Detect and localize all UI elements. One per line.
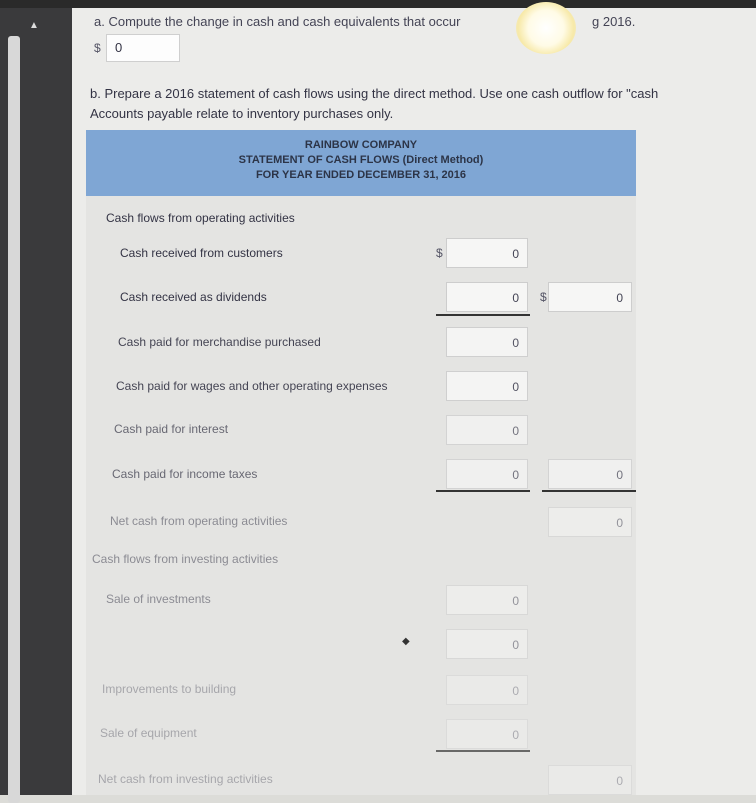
row-label: Cash received as dividends: [120, 290, 267, 304]
underline: [542, 490, 636, 492]
sale-of-equipment-input[interactable]: 0: [446, 719, 528, 749]
sale-of-investments-input[interactable]: 0: [446, 585, 528, 615]
screen-glare: [516, 2, 576, 54]
underline: [436, 750, 530, 752]
scroll-up-arrow-icon[interactable]: ▲: [29, 20, 39, 31]
total-cash-received-input[interactable]: 0: [548, 282, 632, 312]
scrollbar-thumb[interactable]: [8, 36, 20, 803]
question-page: [72, 8, 756, 795]
cash-paid-income-taxes-input[interactable]: 0: [446, 459, 528, 489]
statement-period: FOR YEAR ENDED DECEMBER 31, 2016: [255, 169, 467, 181]
row-label: Cash paid for merchandise purchased: [118, 335, 321, 349]
net-operating-label: Net cash from operating activities: [110, 514, 288, 528]
statement-body: [86, 196, 636, 795]
part-a-currency: $: [94, 41, 101, 55]
row-select-icon[interactable]: ◆: [402, 636, 410, 647]
investing-row-2-input[interactable]: 0: [446, 629, 528, 659]
top-bar: [0, 0, 756, 8]
underline: [436, 490, 530, 492]
cash-received-customers-input[interactable]: 0: [446, 238, 528, 268]
left-scrollbar-panel: [0, 8, 72, 795]
cash-received-dividends-input[interactable]: 0: [446, 282, 528, 312]
part-a-question-tail: g 2016.: [592, 14, 636, 29]
cash-paid-interest-input[interactable]: 0: [446, 415, 528, 445]
row-label: Sale of investments: [106, 592, 211, 606]
row-label: Improvements to building: [102, 682, 237, 696]
row-currency: $: [540, 290, 547, 304]
total-cash-paid-input[interactable]: 0: [548, 459, 632, 489]
row-label: Cash paid for interest: [114, 422, 229, 436]
investing-heading: Cash flows from investing activities: [92, 552, 279, 566]
row-currency: $: [436, 246, 443, 260]
company-name: RAINBOW COMPANY: [304, 139, 418, 151]
statement-header: [86, 130, 636, 196]
net-investing-input[interactable]: 0: [548, 765, 632, 795]
net-operating-input[interactable]: 0: [548, 507, 632, 537]
row-label: Cash paid for wages and other operating expenses: [116, 379, 388, 393]
part-a-question: a. Compute the change in cash and cash equivalents that occur: [94, 14, 461, 29]
part-b-question-line1: b. Prepare a 2016 statement of cash flows using the direct method. Use one cash outflow for "cash: [90, 86, 659, 101]
statement-title: STATEMENT OF CASH FLOWS (Direct Method): [238, 154, 484, 166]
row-label: Cash received from customers: [120, 246, 283, 260]
row-label: Cash paid for income taxes: [112, 467, 258, 481]
improvements-building-input[interactable]: 0: [446, 675, 528, 705]
row-label: Sale of equipment: [100, 726, 197, 740]
part-b-question-line2: Accounts payable relate to inventory purchases only.: [90, 106, 394, 121]
net-investing-label: Net cash from investing activities: [98, 772, 273, 786]
cash-paid-merchandise-input[interactable]: 0: [446, 327, 528, 357]
underline: [436, 314, 530, 316]
cash-paid-wages-input[interactable]: 0: [446, 371, 528, 401]
operating-heading: Cash flows from operating activities: [106, 211, 295, 225]
part-a-answer-input[interactable]: 0: [106, 34, 180, 62]
